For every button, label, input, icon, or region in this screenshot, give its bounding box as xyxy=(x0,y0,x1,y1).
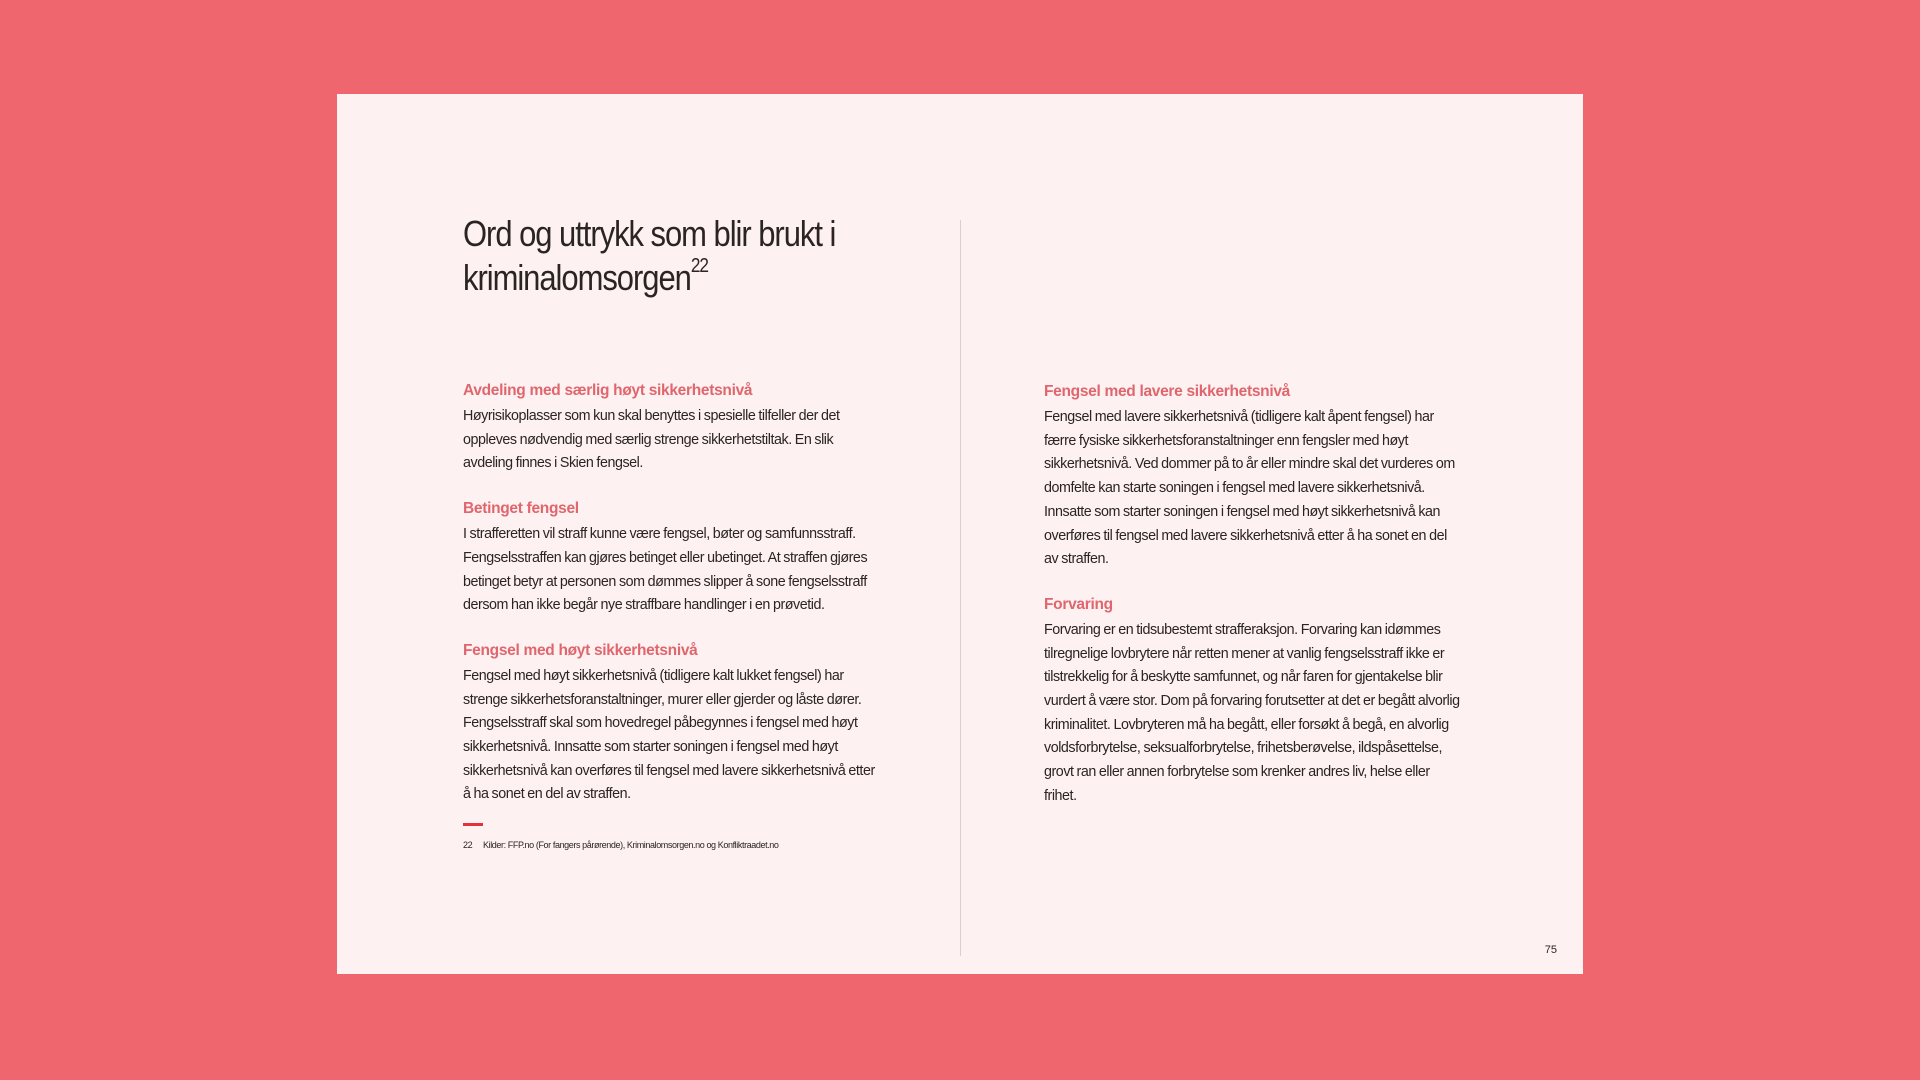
term-heading: Fengsel med lavere sikkerhetsnivå xyxy=(1044,383,1290,400)
footnote xyxy=(463,839,779,851)
document-page xyxy=(337,94,1583,974)
term-entry xyxy=(463,640,883,807)
page-number: 75 xyxy=(1544,944,1557,956)
page-title-text: Ord og uttrykk som blir brukt i kriminalomsorgen xyxy=(463,213,836,298)
footnote-number: 22 xyxy=(463,840,473,850)
term-heading: Fengsel med høyt sikkerhetsnivå xyxy=(463,641,698,659)
left-term-list xyxy=(463,380,883,807)
right-column xyxy=(1044,381,1464,831)
term-heading: Forvaring xyxy=(1044,595,1113,613)
term-entry xyxy=(463,380,883,476)
footnote-text: Kilder: FFP.no (For fangers pårørende), Kriminalomsorgen.no og Konfliktraadet.no xyxy=(483,840,779,850)
page-title xyxy=(463,212,876,300)
column-divider xyxy=(960,220,961,956)
title-footnote-ref: 22 xyxy=(690,255,708,277)
term-entry xyxy=(1044,594,1464,809)
term-heading: Betinget fengsel xyxy=(463,500,579,518)
term-entry xyxy=(1044,381,1464,572)
term-heading: Avdeling med særlig høyt sikkerhetsnivå xyxy=(463,382,753,399)
footnote-rule xyxy=(463,823,483,826)
term-definition: I strafferetten vil straff kunne være fengsel, bøter og samfunnsstraff. Fengselsstraffen kan gjøres betinget eller ubetinget. At straffen gjøres betinget betyr at personen som dømmes slipper å sone fengselsstraff dersom han ikke begår nye straffbare handlinger i en prøvetid. xyxy=(463,526,868,614)
left-column xyxy=(463,212,883,829)
term-definition: Forvaring er en tidsubestemt strafferaksjon. Forvaring kan idømmes tilregnelige lovbrytere når retten mener at vanlig fengselsstraff ikke er tilstrekkelig for å beskytte samfunnet, og når faren for gjentakelse blir vurdert å være stor. Dom på forvaring forutsetter at det er begått alvorlig kriminalitet. Lovbryteren må ha begått, eller forsøkt å begå, en alvorlig voldsforbrytelse, seksualforbrytelse, frihetsberøvelse, ildspåsettelse, grovt ran eller annen forbrytelse som krenker andres liv, helse eller frihet. xyxy=(1044,621,1460,804)
term-definition: Fengsel med lavere sikkerhetsnivå (tidligere kalt åpent fengsel) har færre fysiske sikkerhetsforanstaltninger enn fengsler med høyt sikkerhetsnivå. Ved dommer på to år eller mindre skal det vurderes om domfelte kan starte soningen i fengsel med lavere sikkerhetsnivå. Innsatte som starter soningen i fengsel med høyt sikkerhetsnivå kan overføres til fengsel med lavere sikkerhetsnivå etter å ha sonet en del av straffen. xyxy=(1044,409,1455,568)
term-definition: Høyrisikoplasser som kun skal benyttes i spesielle tilfeller der det oppleves nødvendig med særlig strenge sikkerhetstiltak. En slik avdeling finnes i Skien fengsel. xyxy=(463,408,840,472)
term-entry xyxy=(463,498,883,618)
term-definition: Fengsel med høyt sikkerhetsnivå (tidligere kalt lukket fengsel) har strenge sikkerhetsforanstaltninger, murer eller gjerder og låste dører. Fengselsstraff skal som hovedregel påbegynnes i fengsel med høyt sikkerhetsnivå. Innsatte som starter soningen i fengsel med høyt sikkerhetsnivå kan overføres til fengsel med lavere sikkerhetsnivå etter å ha sonet en del av straffen. xyxy=(463,667,875,803)
